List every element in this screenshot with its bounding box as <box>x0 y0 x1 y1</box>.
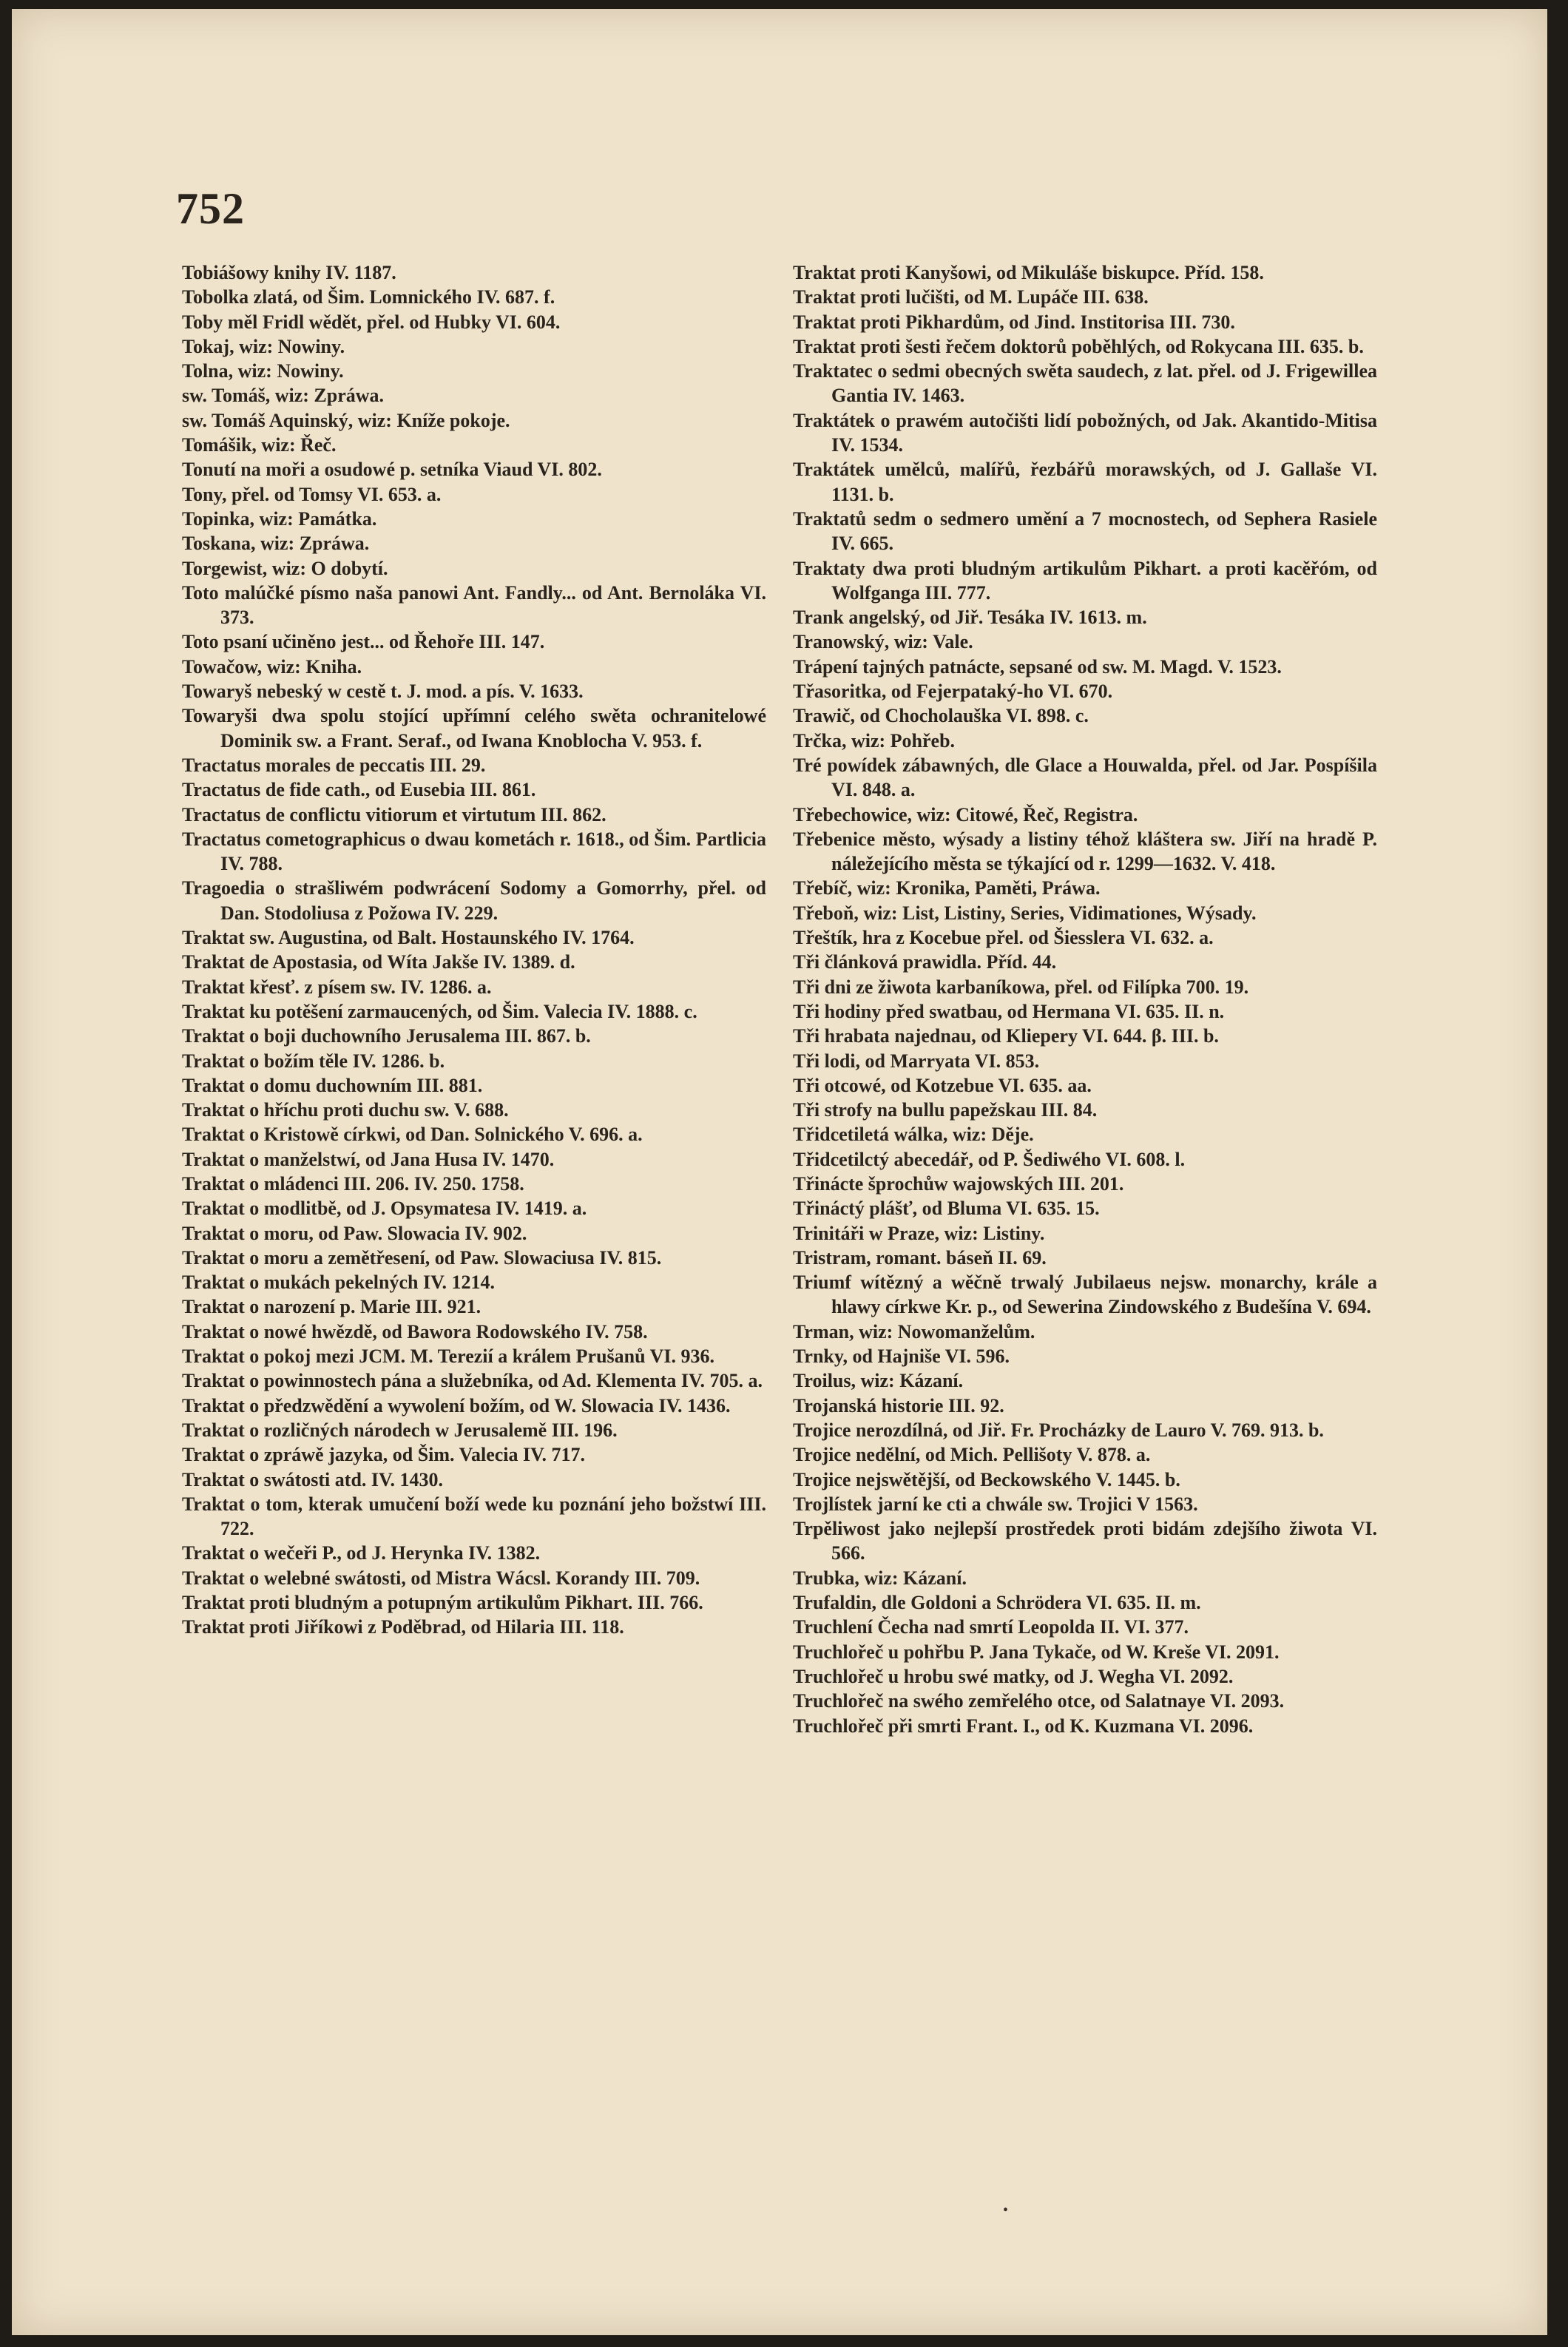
index-entry: Trawič, od Chocholauška VI. 898. c. <box>793 705 1089 727</box>
index-entry: Truchlení Čecha nad smrtí Leopolda II. VI. 377. <box>793 1616 1189 1638</box>
index-entry: Tomášik, wiz: Řeč. <box>182 434 337 456</box>
index-entry: Traktat o předzwědění a wywolení božím, od W. Slowacia IV. 1436. <box>182 1394 731 1416</box>
index-entry: Truchlořeč na swého zemřelého otce, od Salatnaye VI. 2093. <box>793 1690 1285 1712</box>
index-entry: Traktátek umělců, malířů, řezbářů morawských, od J. Gallaše VI. 1131. b. <box>793 459 1377 505</box>
index-entry: Třebechowice, wiz: Citowé, Řeč, Registra. <box>793 803 1138 825</box>
index-entry: Třináctý plášť, od Bluma VI. 635. 15. <box>793 1198 1100 1220</box>
index-entry: Traktat o rozličných národech w Jerusalemě III. 196. <box>182 1419 618 1441</box>
index-entry: Traktatec o sedmi obecných swěta saudech, z lat. přel. od J. Frigewillea Gantia IV. 1463. <box>793 360 1377 407</box>
index-entry: Tobolka zlatá, od Šim. Lomnického IV. 687. f. <box>182 286 555 308</box>
index-entry: Traktat o tom, kterak umučení boží wede ku poznání jeho božstwí III. 722. <box>182 1493 766 1540</box>
index-entry: Trman, wiz: Nowomanželům. <box>793 1320 1035 1343</box>
index-entry: Trápení tajných patnácte, sepsané od sw. M. Magd. V. 1523. <box>793 655 1282 678</box>
index-entry: Tristram, romant. báseň II. 69. <box>793 1246 1047 1269</box>
index-entry: Traktat proti Kanyšowi, od Mikuláše biskupce. Příd. 158. <box>793 262 1264 283</box>
index-entry: Towaryš nebeský w cestě t. J. mod. a pís. V. 1633. <box>182 681 584 703</box>
index-entry: Tractatus de fide cath., od Eusebia III. 861. <box>182 779 536 801</box>
index-entry: Tragoedia o strašliwém podwrácení Sodomy a Gomorrhy, přel. od Dan. Stodoliusa z Požowa IV. 229. <box>182 877 766 924</box>
index-entry: Traktat proti Jiříkowi z Poděbrad, od Hilaria III. 118. <box>182 1616 624 1638</box>
index-entry: Třidcetilctý abecedář, od P. Šediwého VI. 608. l. <box>793 1148 1186 1170</box>
book-page <box>12 9 1547 2335</box>
index-entry: Towačow, wiz: Kniha. <box>182 655 362 678</box>
index-entry: Traktaty dwa proti bludným artikulům Pikhart. a proti kacěřóm, od Wolfganga III. 777. <box>793 557 1377 604</box>
index-entry: Troilus, wiz: Kázaní. <box>793 1370 964 1392</box>
index-entry: Tři otcowé, od Kotzebue VI. 635. aa. <box>793 1074 1092 1096</box>
index-entry: Trčka, wiz: Pohřeb. <box>793 729 956 752</box>
index-entry: Traktat o božím těle IV. 1286. b. <box>182 1050 445 1072</box>
index-entry: Trojice nejswětější, od Beckowského V. 1445. b. <box>793 1468 1180 1490</box>
index-entry: Tony, přel. od Tomsy VI. 653. a. <box>182 483 442 505</box>
index-entry: Třasoritka, od Fejerpataký-ho VI. 670. <box>793 681 1113 703</box>
index-entry: Tobiášowy knihy IV. 1187. <box>182 262 396 283</box>
index-entry: Traktat o zpráwě jazyka, od Šim. Valecia IV. 717. <box>182 1444 586 1466</box>
index-entry: Traktat o Kristowě církwi, od Dan. Solnického V. 696. a. <box>182 1124 643 1146</box>
index-entry: Tři dni ze žiwota karbaníkowa, přel. od Filípka 700. 19. <box>793 976 1249 998</box>
index-entry: Tré powídek zábawných, dle Glace a Houwalda, přel. od Jar. Pospíšila VI. 848. a. <box>793 754 1377 801</box>
index-entry: Třinácte šprochůw wajowských III. 201. <box>793 1172 1124 1195</box>
index-entry: sw. Tomáš, wiz: Zpráwa. <box>182 385 385 407</box>
index-entry: Toto malúčké písmo naša panowi Ant. Fandly... od Ant. Bernoláka VI. 373. <box>182 581 766 629</box>
index-entry: Traktat proti šesti řečem doktorů poběhlých, od Rokycana III. 635. b. <box>793 335 1364 357</box>
index-entry: Toby měl Fridl wědět, přel. od Hubky VI. 604. <box>182 311 561 333</box>
left-column <box>182 260 766 1640</box>
index-entry: Traktat o hříchu proti duchu sw. V. 688. <box>182 1099 509 1121</box>
index-entry: Traktat o pokoj mezi JCM. M. Terezií a králem Prušanů VI. 936. <box>182 1345 715 1368</box>
index-entry: Trufaldin, dle Goldoni a Schrödera VI. 635. II. m. <box>793 1592 1201 1614</box>
index-entry: Tři článková prawidla. Příd. 44. <box>793 951 1057 973</box>
index-entry: Traktat o welebné swátosti, od Mistra Wácsl. Korandy III. 709. <box>182 1567 700 1589</box>
index-entry: sw. Tomáš Aquinský, wiz: Kníže pokoje. <box>182 409 510 431</box>
index-entry: Traktat o domu duchowním III. 881. <box>182 1074 483 1096</box>
index-entry: Traktátek o prawém autočišti lidí pobožných, od Jak. Akantido-Mitisa IV. 1534. <box>793 409 1377 456</box>
index-entry: Trank angelský, od Jiř. Tesáka IV. 1613. m. <box>793 607 1147 629</box>
index-entry: Traktat křesť. z písem sw. IV. 1286. a. <box>182 976 492 998</box>
index-entry: Traktat o moru, od Paw. Slowacia IV. 902. <box>182 1222 527 1244</box>
index-entry: Trojice nerozdílná, od Jiř. Fr. Procházky de Lauro V. 769. 913. b. <box>793 1419 1324 1441</box>
index-entry: Traktat o wečeři P., od J. Herynka IV. 1382. <box>182 1542 541 1564</box>
index-entry: Tranowský, wiz: Vale. <box>793 631 973 653</box>
index-entry: Truchlořeč u hrobu swé matky, od J. Wegha VI. 2092. <box>793 1665 1234 1687</box>
index-entry: Triumf wítězný a wěčně trwalý Jubilaeus nejsw. monarchy, krále a hlawy církwe Kr. p., od Sewerina Zindowského z Budešína V. 694. <box>793 1272 1377 1318</box>
index-entry: Traktat o nowé hwězdě, od Bawora Rodowského IV. 758. <box>182 1320 648 1343</box>
index-entry: Tractatus morales de peccatis III. 29. <box>182 754 486 776</box>
index-entry: Topinka, wiz: Památka. <box>182 507 377 530</box>
index-entry: Traktat proti lučišti, od M. Lupáče III. 638. <box>793 286 1149 308</box>
index-entry: Tři strofy na bullu papežskau III. 84. <box>793 1099 1098 1121</box>
index-entry: Tři hodiny před swatbau, od Hermana VI. 635. II. n. <box>793 1000 1225 1022</box>
index-entry: Truchlořeč u pohřbu P. Jana Tykače, od W. Kreše VI. 2091. <box>793 1641 1280 1663</box>
index-entry: Traktat sw. Augustina, od Balt. Hostaunského IV. 1764. <box>182 927 635 949</box>
index-entry: Traktat o narození p. Marie III. 921. <box>182 1296 481 1318</box>
index-entry: Trinitáři w Praze, wiz: Listiny. <box>793 1222 1045 1244</box>
index-entry: Traktat o boji duchowního Jerusalema III. 867. b. <box>182 1025 591 1047</box>
index-entry: Traktat o powinnostech pána a služebníka, od Ad. Klementa IV. 705. a. <box>182 1370 763 1392</box>
index-entry: Trojlístek jarní ke cti a chwále sw. Trojici V 1563. <box>793 1493 1198 1515</box>
index-entry: Tonutí na moři a osudowé p. setníka Viaud VI. 802. <box>182 459 602 481</box>
index-entry: Třeboň, wiz: List, Listiny, Series, Vidimationes, Wýsady. <box>793 902 1257 924</box>
index-entry: Trubka, wiz: Kázaní. <box>793 1567 967 1589</box>
index-entry: Toskana, wiz: Zpráwa. <box>182 533 370 555</box>
index-entry: Traktat proti bludným a potupným artikulům Pikhart. III. 766. <box>182 1592 703 1614</box>
index-entry: Tokaj, wiz: Nowiny. <box>182 335 345 357</box>
index-entry: Třebíč, wiz: Kronika, Paměti, Práwa. <box>793 877 1101 899</box>
index-entry: Trojice nedělní, od Mich. Pellišoty V. 878. a. <box>793 1444 1151 1466</box>
index-entry: Tři lodi, od Marryata VI. 853. <box>793 1050 1040 1072</box>
index-entry: Torgewist, wiz: O dobytí. <box>182 557 388 579</box>
index-entry: Traktat o moru a zemětřesení, od Paw. Slowaciusa IV. 815. <box>182 1246 662 1269</box>
index-entry: Tractatus de conflictu vitiorum et virtutum III. 862. <box>182 803 606 825</box>
index-entry: Traktat de Apostasia, od Wíta Jakše IV. 1389. d. <box>182 951 575 973</box>
index-entry: Tolna, wiz: Nowiny. <box>182 360 344 382</box>
index-entry: Trpěliwost jako nejlepší prostředek proti bidám zdejšího žiwota VI. 566. <box>793 1518 1377 1564</box>
index-entry: Třidcetiletá wálka, wiz: Děje. <box>793 1124 1034 1146</box>
index-entry: Truchlořeč při smrti Frant. I., od K. Kuzmana VI. 2096. <box>793 1715 1254 1737</box>
index-entry: Traktat o mukách pekelných IV. 1214. <box>182 1272 496 1294</box>
index-entry: Tractatus cometographicus o dwau kometách r. 1618., od Šim. Partlicia IV. 788. <box>182 828 766 875</box>
bottom-mark: • <box>1003 2202 1009 2218</box>
index-entry: Třeštík, hra z Kocebue přel. od Šiesslera VI. 632. a. <box>793 927 1214 949</box>
index-entry: Traktat o mládenci III. 206. IV. 250. 1758. <box>182 1172 524 1195</box>
index-entry: Trnky, od Hajniše VI. 596. <box>793 1345 1010 1368</box>
index-entry: Traktat o modlitbě, od J. Opsymatesa IV. 1419. a. <box>182 1198 587 1220</box>
index-entry: Traktatů sedm o sedmero umění a 7 mocnostech, od Sephera Rasiele IV. 665. <box>793 507 1377 555</box>
page-number: 752 <box>176 184 245 233</box>
right-column <box>793 260 1377 1738</box>
index-entry: Trojanská historie III. 92. <box>793 1394 1004 1416</box>
index-entry: Toto psaní učiněno jest... od Řehoře III. 147. <box>182 631 545 653</box>
index-entry: Traktat proti Pikhardům, od Jind. Institorisa III. 730. <box>793 311 1235 333</box>
index-entry: Traktat o manželstwí, od Jana Husa IV. 1470. <box>182 1148 555 1170</box>
index-entry: Traktat ku potěšení zarmaucených, od Šim. Valecia IV. 1888. c. <box>182 1000 697 1022</box>
index-entry: Traktat o swátosti atd. IV. 1430. <box>182 1468 443 1490</box>
index-entry: Towaryši dwa spolu stojící upřímní celého swěta ochranitelowé Dominik sw. a Frant. Seraf., od Iwana Knoblocha V. 953. f. <box>182 705 766 752</box>
index-entry: Tři hrabata najednau, od Kliepery VI. 644. β. III. b. <box>793 1025 1219 1047</box>
index-entry: Třebenice město, wýsady a listiny téhož kláštera sw. Jiří na hradě P. náležejícího města se týkající od r. 1299—1632. V. 418. <box>793 828 1377 875</box>
